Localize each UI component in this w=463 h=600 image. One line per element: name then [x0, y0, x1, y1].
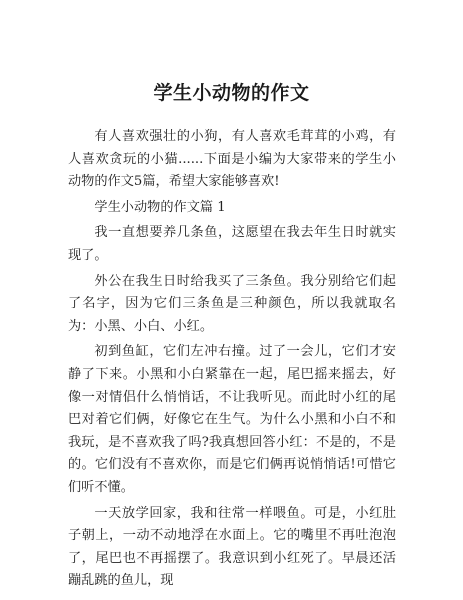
intro-paragraph: 有人喜欢强壮的小狗，有人喜欢毛茸茸的小鸡，有人喜欢贪玩的小猫......下面是小编为大家带来的学生小动物的作文5篇，希望大家能够喜欢!: [68, 129, 396, 190]
body-paragraph: 我一直想要养几条鱼，这愿望在我去年生日时就实现了。: [68, 225, 396, 263]
body-paragraph: 外公在我生日时给我买了三条鱼。我分别给它们起了名字，因为它们三条鱼是三种颜色，所以我就取名为：小黑、小白、小红。: [68, 273, 396, 334]
body-paragraph: 一天放学回家，我和往常一样喂鱼。可是，小红肚子朝上，一动不动地浮在水面上。它的嘴里不再吐泡泡了，尾巴也不再摇摆了。我意识到小红死了。早晨还活蹦乱跳的鱼儿，现: [68, 505, 396, 589]
body-paragraph: 初到鱼缸，它们左冲右撞。过了一会儿，它们才安静了下来。小黑和小白紧靠在一起，尾巴摇来摇去，好像一对情侣什么悄悄话，不让我听见。而此时小红的尾巴对着它们俩，好像它在生气。为什么小黑和小白不和我玩，是不喜欢我了吗?我真想回答小红：不是的，不是的。它们没有不喜欢你，而是它们俩再说悄悄话!可惜它们听不懂。: [68, 344, 396, 495]
article-body: [68, 126, 396, 596]
page-title: 学生小动物的作文: [153, 82, 310, 104]
section-heading: 学生小动物的作文篇 1: [94, 199, 226, 215]
